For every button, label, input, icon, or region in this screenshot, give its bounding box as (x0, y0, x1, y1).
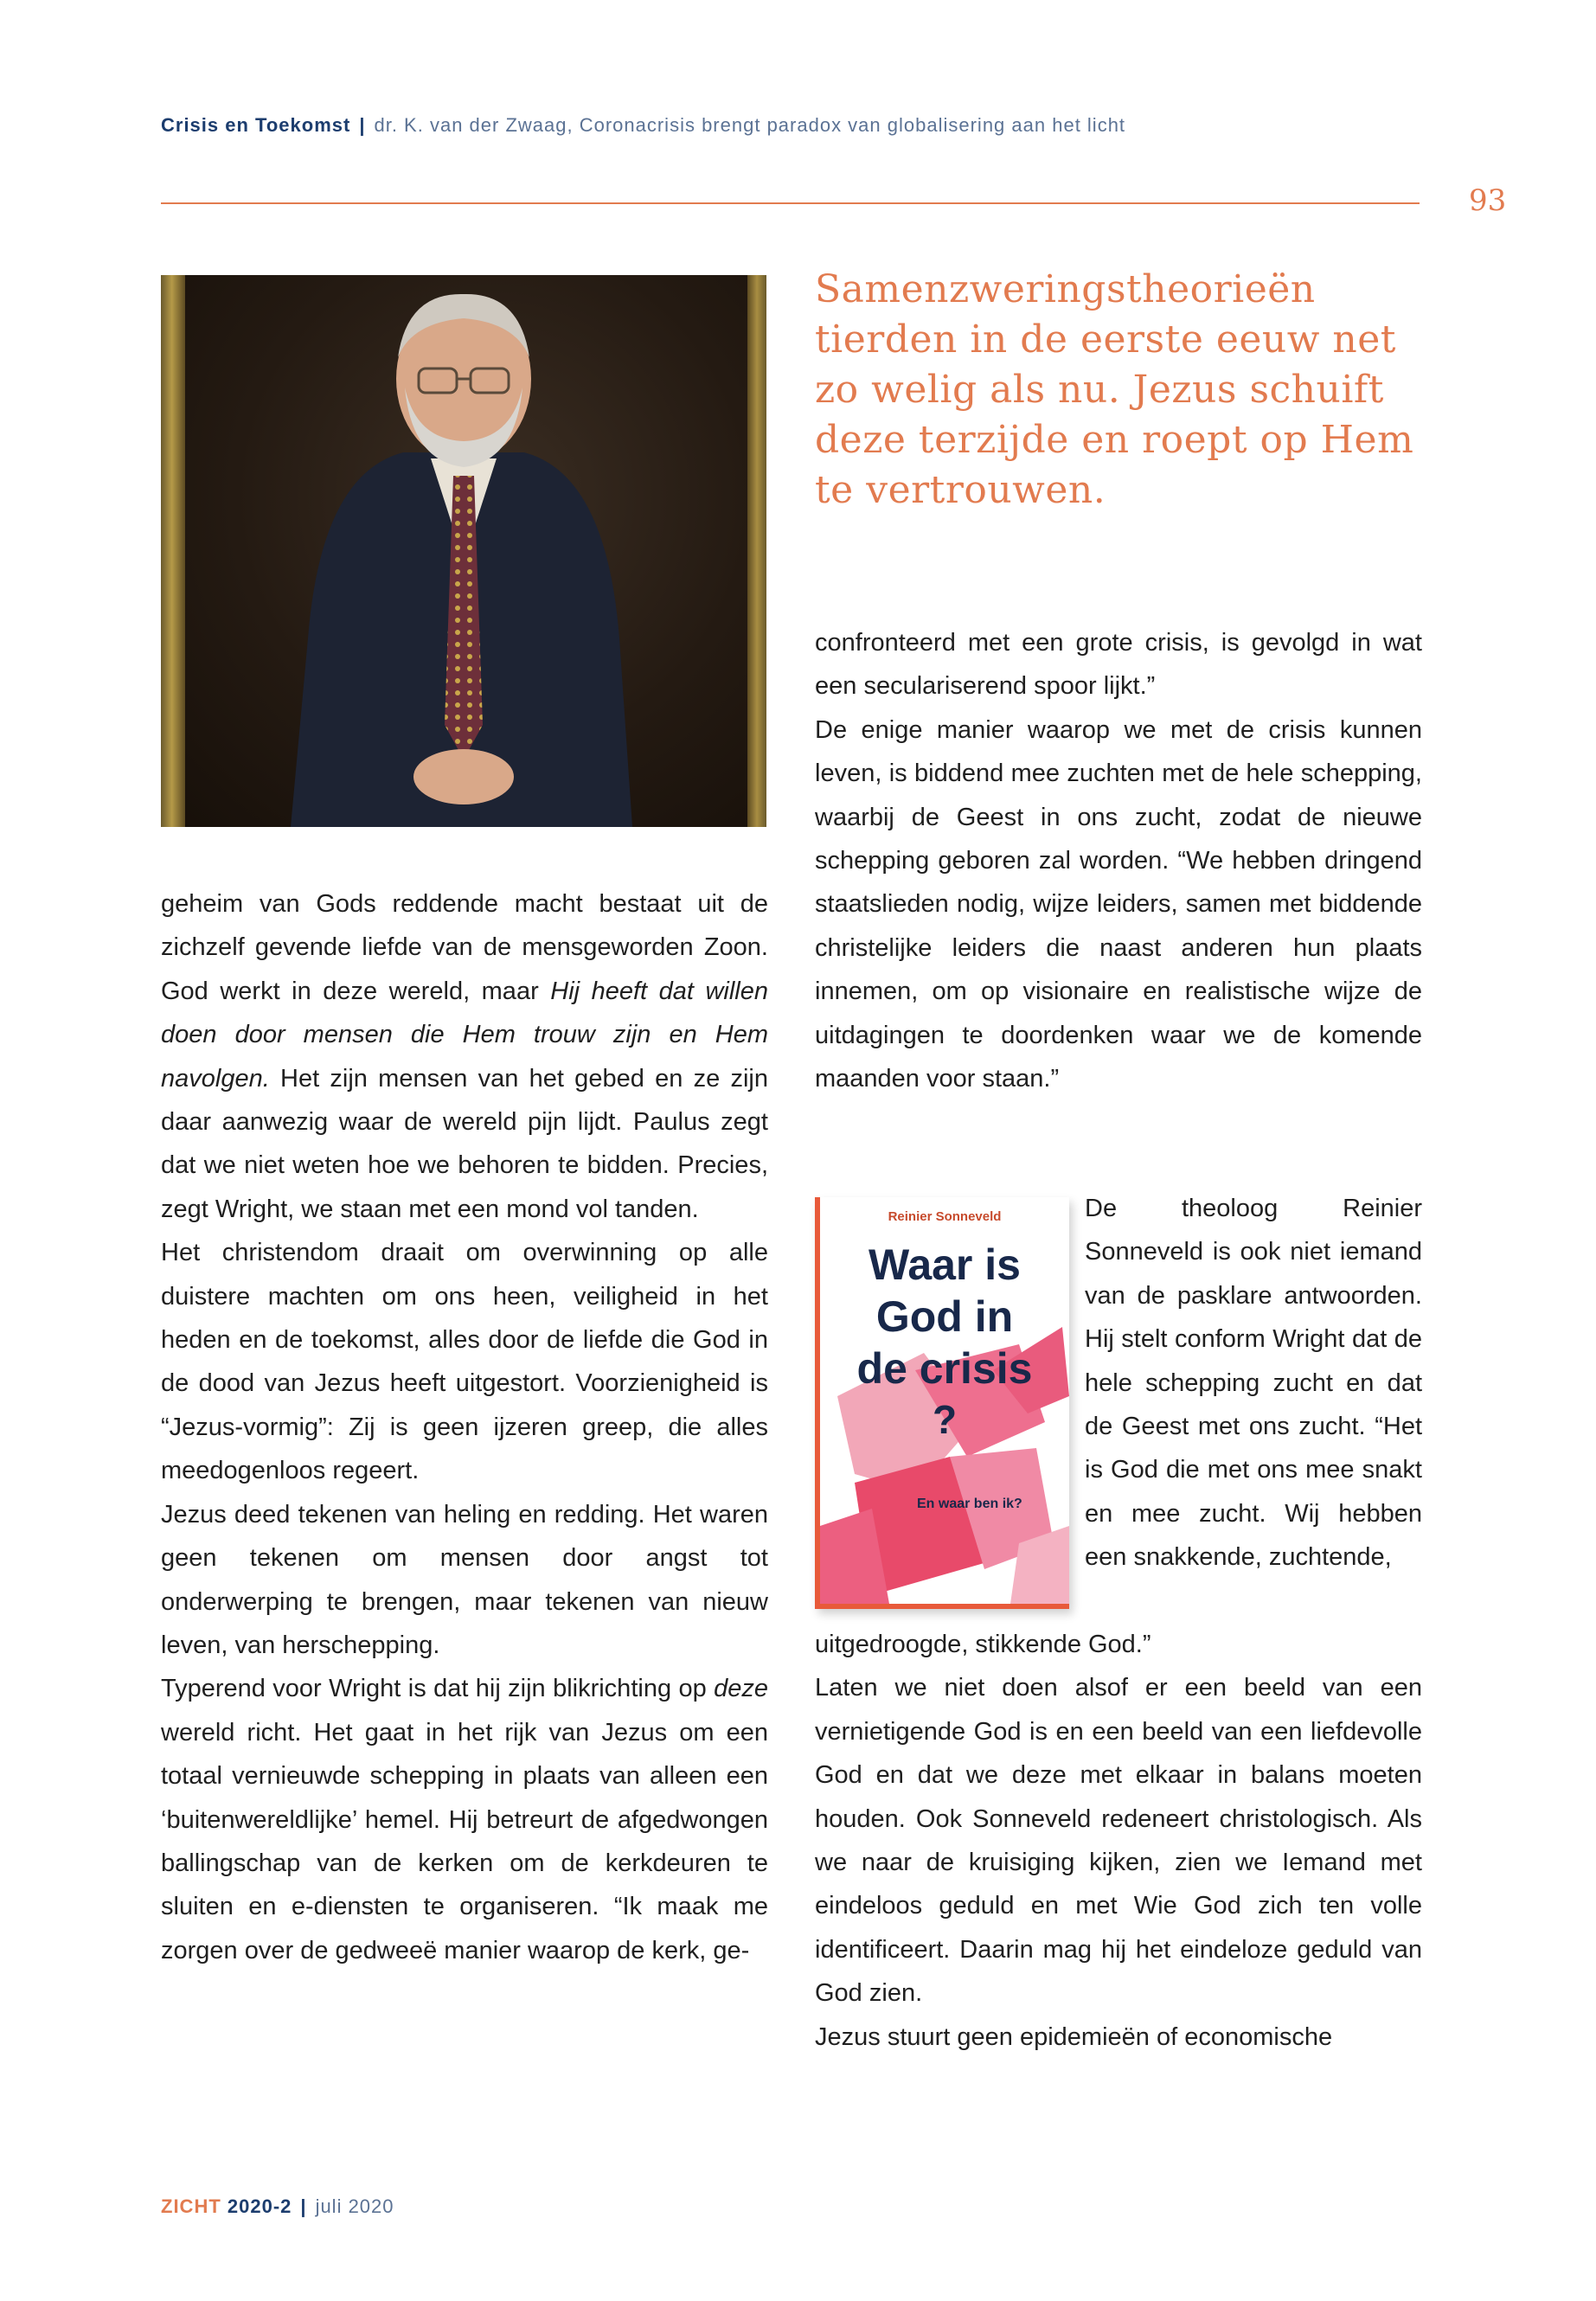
book-question-mark: ? (932, 1397, 958, 1442)
footer-issue: 2020-2 (227, 2195, 292, 2217)
book-cover-image (815, 1197, 1069, 1609)
page-number: 93 (1469, 183, 1507, 218)
right-column-bottom (815, 1623, 1422, 2059)
portrait-figure (161, 275, 766, 827)
text-run: Het christendom draait om overwinning op alle duistere machten om ons heen, veiligheid in het heden en de toekomst, alles door de liefde die God in de dood van Jezus heeft uitgestort. Voorzienigheid is “Jezus-vormig”: Zij is geen ijzeren greep, die alles meedogenloos regeert. (161, 1239, 768, 1485)
left-column (161, 882, 768, 1972)
portrait-photo (161, 275, 766, 827)
text-run: geheim van Gods reddende macht bestaat uit de zichzelf gevende liefde van de mensgeworden Zoon. God werkt in deze wereld, maar (161, 890, 768, 1005)
book-title (820, 1239, 1069, 1394)
paragraph (161, 882, 768, 1231)
book-author: Reinier Sonneveld (888, 1209, 1002, 1224)
footer-magazine: ZICHT (161, 2195, 221, 2217)
book-title-line: Waar is (868, 1240, 1021, 1289)
text-run: Het zijn mensen van het gebed en ze zijn daar aanwezig waar de wereld pijn lijdt. Paulus zegt dat we niet weten hoe we behoren te bidden. Precies, zegt Wright, we staan met een mond vol tanden. (161, 1064, 768, 1223)
book-title-line: God in (875, 1292, 1014, 1341)
footer-date: juli 2020 (315, 2195, 394, 2217)
running-footer (161, 2195, 680, 2218)
paragraph (161, 1667, 768, 1972)
text-run-italic: Hij heeft dat willen doen door mensen die Hem trouw zijn en Hem navolgen. (161, 977, 768, 1093)
book-title-line: de crisis (856, 1344, 1033, 1393)
paragraph: confronteerd met een grote crisis, is gevolgd in wat een seculariserend spoor lijkt.” (815, 629, 1422, 701)
text-run-italic: deze (714, 1675, 768, 1703)
book-subtitle: En waar ben ik? (917, 1497, 1022, 1511)
paragraph: Jezus stuurt geen epidemieën of economische (815, 2022, 1333, 2051)
paragraph: uitgedroogde, stikkende God.” (815, 1631, 1151, 1658)
running-header (161, 114, 1424, 137)
right-column-top (815, 621, 1422, 1100)
paragraph: De enige manier waarop we met de crisis kunnen leven, is biddend mee zuchten met de hele schepping, waarbij de Geest in ons zucht, zodat de nieuwe schepping geboren zal worden. “We hebben dringend staatslieden nodig, wijze leiders, samen met biddende christelijke leiders die naast anderen hun plaats innemen, om op visionaire en realistische wijze de uitdagingen te doordenken waar we de komende maanden voor staan.” (815, 715, 1422, 1093)
paragraph (161, 1231, 768, 1492)
header-separator: | (359, 114, 366, 136)
pull-quote: Samenzweringstheorieën tierden in de eerste eeuw net zo welig als nu. Jezus schuift deze terzijde en roept op Hem te vertrouwen. (815, 267, 1414, 512)
right-column-wrap (1085, 1187, 1422, 1580)
paragraph: De theoloog Reinier Sonneveld is ook niet iemand van de pasklare antwoorden. Hij stelt conform Wright dat de hele schepping zucht en dat de Geest met ons zucht. “Het is God die met ons mee snakt en mee zucht. Wij hebben een snakkende, zuchtende, (1085, 1195, 1422, 1572)
header-subtitle: dr. K. van der Zwaag, Coronacrisis brengt paradox van globalisering aan het licht (374, 114, 1126, 136)
footer-separator: | (300, 2195, 307, 2217)
header-section: Crisis en Toekomst (161, 114, 351, 136)
text-run: Jezus deed tekenen van heling en redding. Het waren geen tekenen om mensen door angst tot onderwerping te brengen, maar tekenen van nieuw leven, van herschepping. (161, 1500, 768, 1659)
paragraph: Laten we niet doen alsof er een beeld van een vernietigende God is en een beeld van een liefdevolle God en dat we deze met elkaar in balans moeten houden. Ook Sonneveld redeneert christologisch. Als we naar de kruisiging kijken, zien we Iemand met eindeloos geduld en met Wie God zich ten volle identificeert. Daarin mag hij het eindeloze geduld van God zien. (815, 1674, 1422, 2008)
header-rule (161, 202, 1420, 204)
text-run: Typerend voor Wright is dat hij zijn blikrichting op (161, 1675, 715, 1703)
paragraph (161, 1493, 768, 1668)
text-run: wereld richt. Het gaat in het rijk van Jezus om een totaal vernieuwde schepping in plaats van alleen een ‘buitenwereldlijke’ hemel. Hij betreurt de afgedwongen ballingschap van de kerken om de kerkdeuren te sluiten en e-diensten te organiseren. “Ik maak me zorgen over de gedweeë manier waarop de kerk, ge- (161, 1718, 768, 1965)
